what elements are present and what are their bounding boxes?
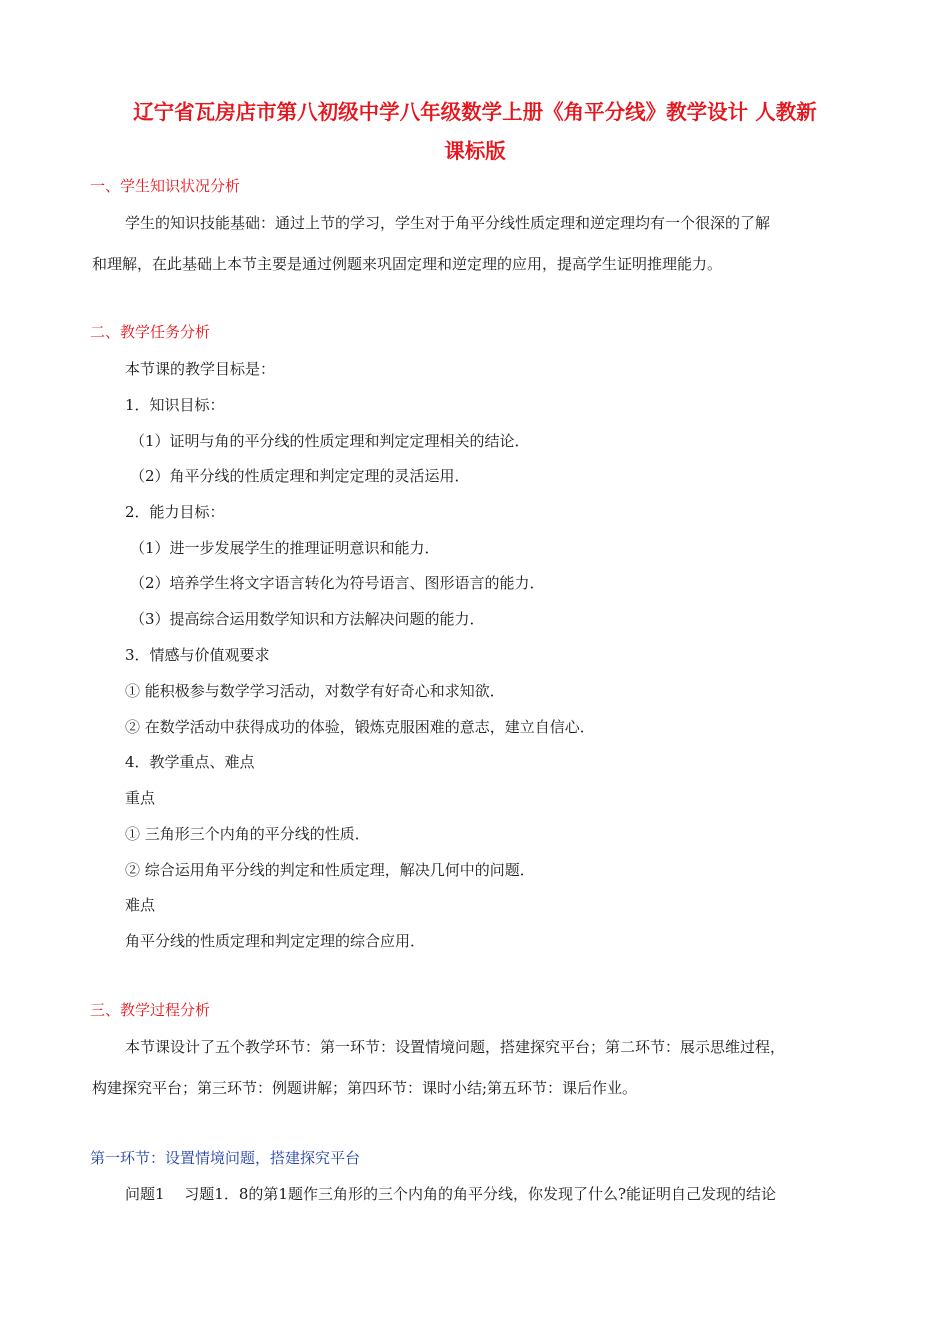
list-item: ② 综合运用角平分线的判定和性质定理，解决几何中的问题． — [125, 861, 535, 879]
section-heading-task-analysis: 二、教学任务分析 — [90, 323, 211, 341]
list-item: 角平分线的性质定理和判定定理的综合应用． — [125, 932, 426, 950]
list-item: （2）角平分线的性质定理和判定定理的灵活运用． — [130, 467, 470, 485]
list-item: ② 在数学活动中获得成功的体验，锻炼克服困难的意志，建立自信心． — [125, 718, 595, 736]
list-item: 重点 — [125, 789, 156, 807]
list-item: 3．情感与价值观要求 — [125, 646, 270, 664]
paragraph-line: 和理解，在此基础上本节主要是通过例题来巩固定理和逆定理的应用，提高学生证明推理能力。 — [92, 255, 723, 273]
paragraph-line: 学生的知识技能基础：通过上节的学习，学生对于角平分线性质定理和逆定理均有一个很深的了解 — [125, 214, 771, 232]
list-item: 4．教学重点、难点 — [125, 753, 255, 771]
paragraph-line: 问题1 习题1．8的第1题作三角形的三个内角的角平分线，你发现了什么?能证明自己发现的结论 — [125, 1185, 776, 1203]
document-title-line1: 辽宁省瓦房店市第八初级中学八年级数学上册《角平分线》教学设计 人教新 — [133, 100, 817, 124]
list-item: 本节课的教学目标是： — [125, 360, 276, 378]
section-heading-student-analysis: 一、学生知识状况分析 — [90, 177, 241, 195]
document-title-line2: 课标版 — [444, 139, 506, 163]
list-item: （3）提高综合运用数学知识和方法解决问题的能力． — [130, 610, 485, 628]
list-item: 2．能力目标： — [125, 503, 225, 521]
list-item: 1．知识目标： — [125, 396, 225, 414]
section-heading-step-one: 第一环节：设置情境问题，搭建探究平台 — [90, 1149, 361, 1167]
paragraph-line: 本节课设计了五个教学环节：第一环节：设置情境问题，搭建探究平台；第二环节：展示思维过程， — [125, 1038, 786, 1056]
list-item: 难点 — [125, 896, 156, 914]
section-heading-process-analysis: 三、教学过程分析 — [90, 1001, 211, 1019]
list-item: ① 能积极参与数学学习活动，对数学有好奇心和求知欲． — [125, 682, 505, 700]
list-item: （2）培养学生将文字语言转化为符号语言、图形语言的能力． — [130, 574, 545, 592]
paragraph-line: 构建探究平台；第三环节：例题讲解；第四环节：课时小结;第五环节：课后作业。 — [92, 1079, 638, 1097]
list-item: （1）进一步发展学生的推理证明意识和能力． — [130, 539, 440, 557]
list-item: ① 三角形三个内角的平分线的性质． — [125, 825, 370, 843]
list-item: （1）证明与角的平分线的性质定理和判定定理相关的结论． — [130, 432, 530, 450]
